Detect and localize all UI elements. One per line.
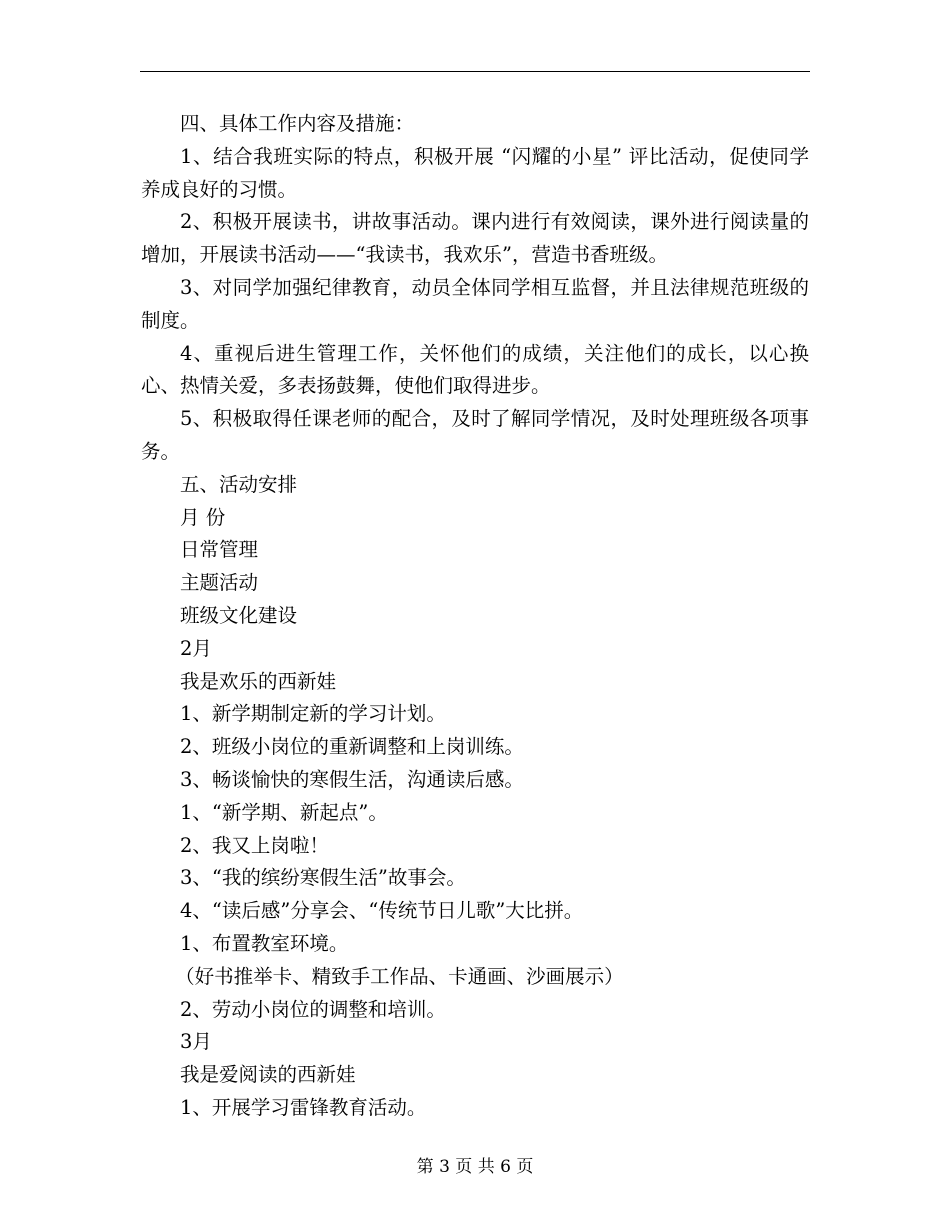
theme-cell: 我是爱阅读的西新娃 <box>180 1063 356 1087</box>
activity-item: 1、“新学期、新起点”。 <box>180 800 388 824</box>
activity-item: 3、“我的缤纷寒假生活”故事会。 <box>180 866 466 890</box>
header-rule <box>140 71 810 72</box>
culture-item: 2、劳动小岗位的调整和培训。 <box>180 997 446 1021</box>
section-heading: 五、活动安排 <box>180 472 298 496</box>
measure-item: 1、结合我班实际的特点，积极开展 “闪耀的小星” 评比活动，促使同学养成良好的习惯。 <box>141 144 809 201</box>
culture-item: 1、布置教室环境。 <box>180 931 349 955</box>
activity-item: 4、“读后感”分享会、“传统节日儿歌”大比拼。 <box>180 899 584 923</box>
measure-item: 2、积极开展读书，讲故事活动。课内进行有效阅读，课外进行阅读量的增加，开展读书活动——“我读书，我欢乐”，营造书香班级。 <box>141 210 809 267</box>
daily-item: 1、新学期制定新的学习计划。 <box>180 702 446 726</box>
document-body <box>141 108 809 1125</box>
table-header-cell: 日常管理 <box>180 538 259 562</box>
table-header-cell: 主题活动 <box>180 571 259 595</box>
page-number: 第 3 页 共 6 页 <box>416 1157 534 1177</box>
culture-item: （好书推举卡、精致手工作品、卡通画、沙画展示） <box>175 964 624 988</box>
measure-item: 3、对同学加强纪律教育，动员全体同学相互监督，并且法律规范班级的制度。 <box>141 275 809 332</box>
month-cell: 2月 <box>180 636 212 660</box>
daily-item: 1、开展学习雷锋教育活动。 <box>180 1095 427 1119</box>
table-header-cell: 班级文化建设 <box>180 603 298 627</box>
measure-item: 5、积极取得任课老师的配合，及时了解同学情况，及时处理班级各项事务。 <box>141 407 809 463</box>
daily-item: 2、班级小岗位的重新调整和上岗训练。 <box>180 735 524 759</box>
month-cell: 3月 <box>180 1030 212 1054</box>
theme-cell: 我是欢乐的西新娃 <box>180 669 337 693</box>
daily-item: 3、畅谈愉快的寒假生活，沟通读后感。 <box>180 767 524 791</box>
measure-item: 4、重视后进生管理工作，关怀他们的成绩，关注他们的成长，以心换心、热情关爱，多表扬鼓舞，使他们取得进步。 <box>141 341 809 398</box>
section-heading: 四、具体工作内容及措施： <box>180 112 415 135</box>
activity-item: 2、我又上岗啦！ <box>180 833 329 857</box>
table-header-cell: 月 份 <box>180 505 226 529</box>
